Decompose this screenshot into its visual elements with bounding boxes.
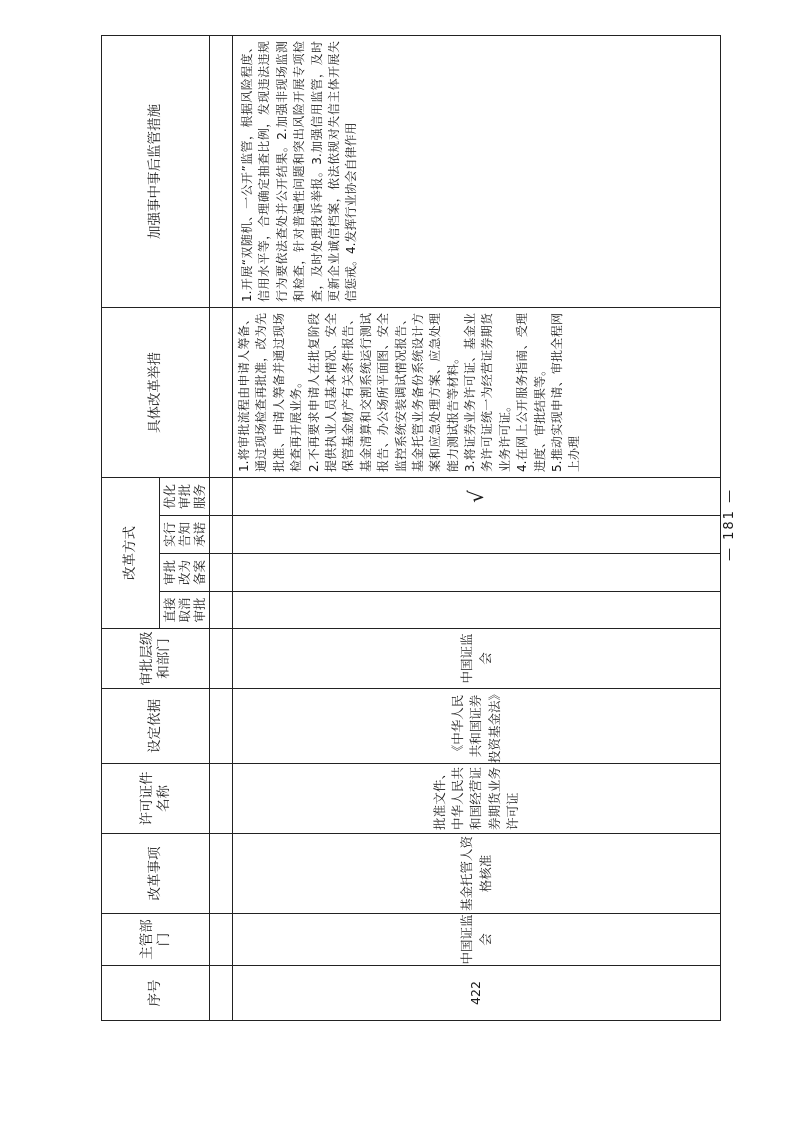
- header-mode-optimize: 优化审批服务: [160, 478, 210, 516]
- measure-item: 2.不再要求申请人在批复阶段提供执业人员基本情况、安全保管基金财产有关条件报告、基金清算和交割系统运行测试报告、办公场所平面图、安全监控系统安装调试情况报告、基金托管业务备份系统设计方案和应急处理方案、应急处理能力测试报告等材料。: [306, 313, 460, 472]
- row-level: 中国证监会: [233, 629, 721, 689]
- header-dept: 主管部门: [102, 914, 210, 966]
- header-measures: 具体改革举措: [102, 308, 210, 478]
- header-seq: 序号: [102, 966, 210, 1021]
- supervision-item: 4.发挥行业协会自律作用: [344, 122, 359, 254]
- header-mode-notify: 实行告知承诺: [160, 516, 210, 554]
- header-item: 改革事项: [102, 834, 210, 914]
- row-mode-cancel: [233, 592, 721, 629]
- supervision-item: 2.加强非现场监测和检查，针对普遍性问题和突出风险开展专项检查，及时处理投诉举报。: [274, 41, 324, 302]
- header-level: 审批层级和部门: [102, 629, 210, 689]
- reform-table: [101, 35, 721, 1021]
- row-supervision: [233, 36, 721, 308]
- header-supervision: 加强事中事后监管措施: [102, 36, 210, 308]
- row-dept: 中国证监会: [233, 914, 721, 966]
- measure-item: 3.将证券业务许可证、基金业务许可证统一为经营证券期货业务许可证。: [463, 313, 512, 472]
- rotated-page: [101, 41, 721, 1021]
- header-basis: 设定依据: [102, 689, 210, 764]
- header-reform-mode: 改革方式: [102, 478, 160, 629]
- header-license: 许可证件名称: [102, 764, 210, 834]
- row-item: 基金托管人资格核准: [233, 834, 721, 914]
- supervision-item: 3.加强信用监管，及时更新企业诚信档案，依法依规对失信主体开展失信惩戒。: [309, 41, 359, 302]
- row-measures: [233, 308, 721, 478]
- row-mode-notify: [233, 516, 721, 554]
- row-seq: 422: [233, 966, 721, 1021]
- supervision-item: 1.开展“双随机、一公开”监管，根据风险程度、信用水平等，合理确定抽查比例，发现违法违规行为要依法查处并公开结果。: [240, 41, 289, 302]
- measure-item: 4.在网上公开服务指南、受理进度、审批结果等。: [515, 313, 547, 472]
- row-optimize-check: √: [233, 478, 721, 516]
- table-row: [233, 36, 721, 1021]
- row-mode-record: [233, 554, 721, 592]
- row-basis: 《中华人民共和国证券投资基金法》: [233, 689, 721, 764]
- header-mode-record: 审批改为备案: [160, 554, 210, 592]
- measure-item: 1.将审批流程由申请人筹备、通过现场检查再批准，改为先批准、申请人筹备并通过现场检查再开展业务。: [237, 313, 304, 472]
- measure-item: 5.推动实现申请、审批全程网上办理: [550, 313, 582, 472]
- header-mode-cancel: 直接取消审批: [160, 592, 210, 629]
- page-number: — 181 —: [722, 487, 737, 561]
- row-license: 批准文件、中华人民共和国经营证券期货业务许可证: [233, 764, 721, 834]
